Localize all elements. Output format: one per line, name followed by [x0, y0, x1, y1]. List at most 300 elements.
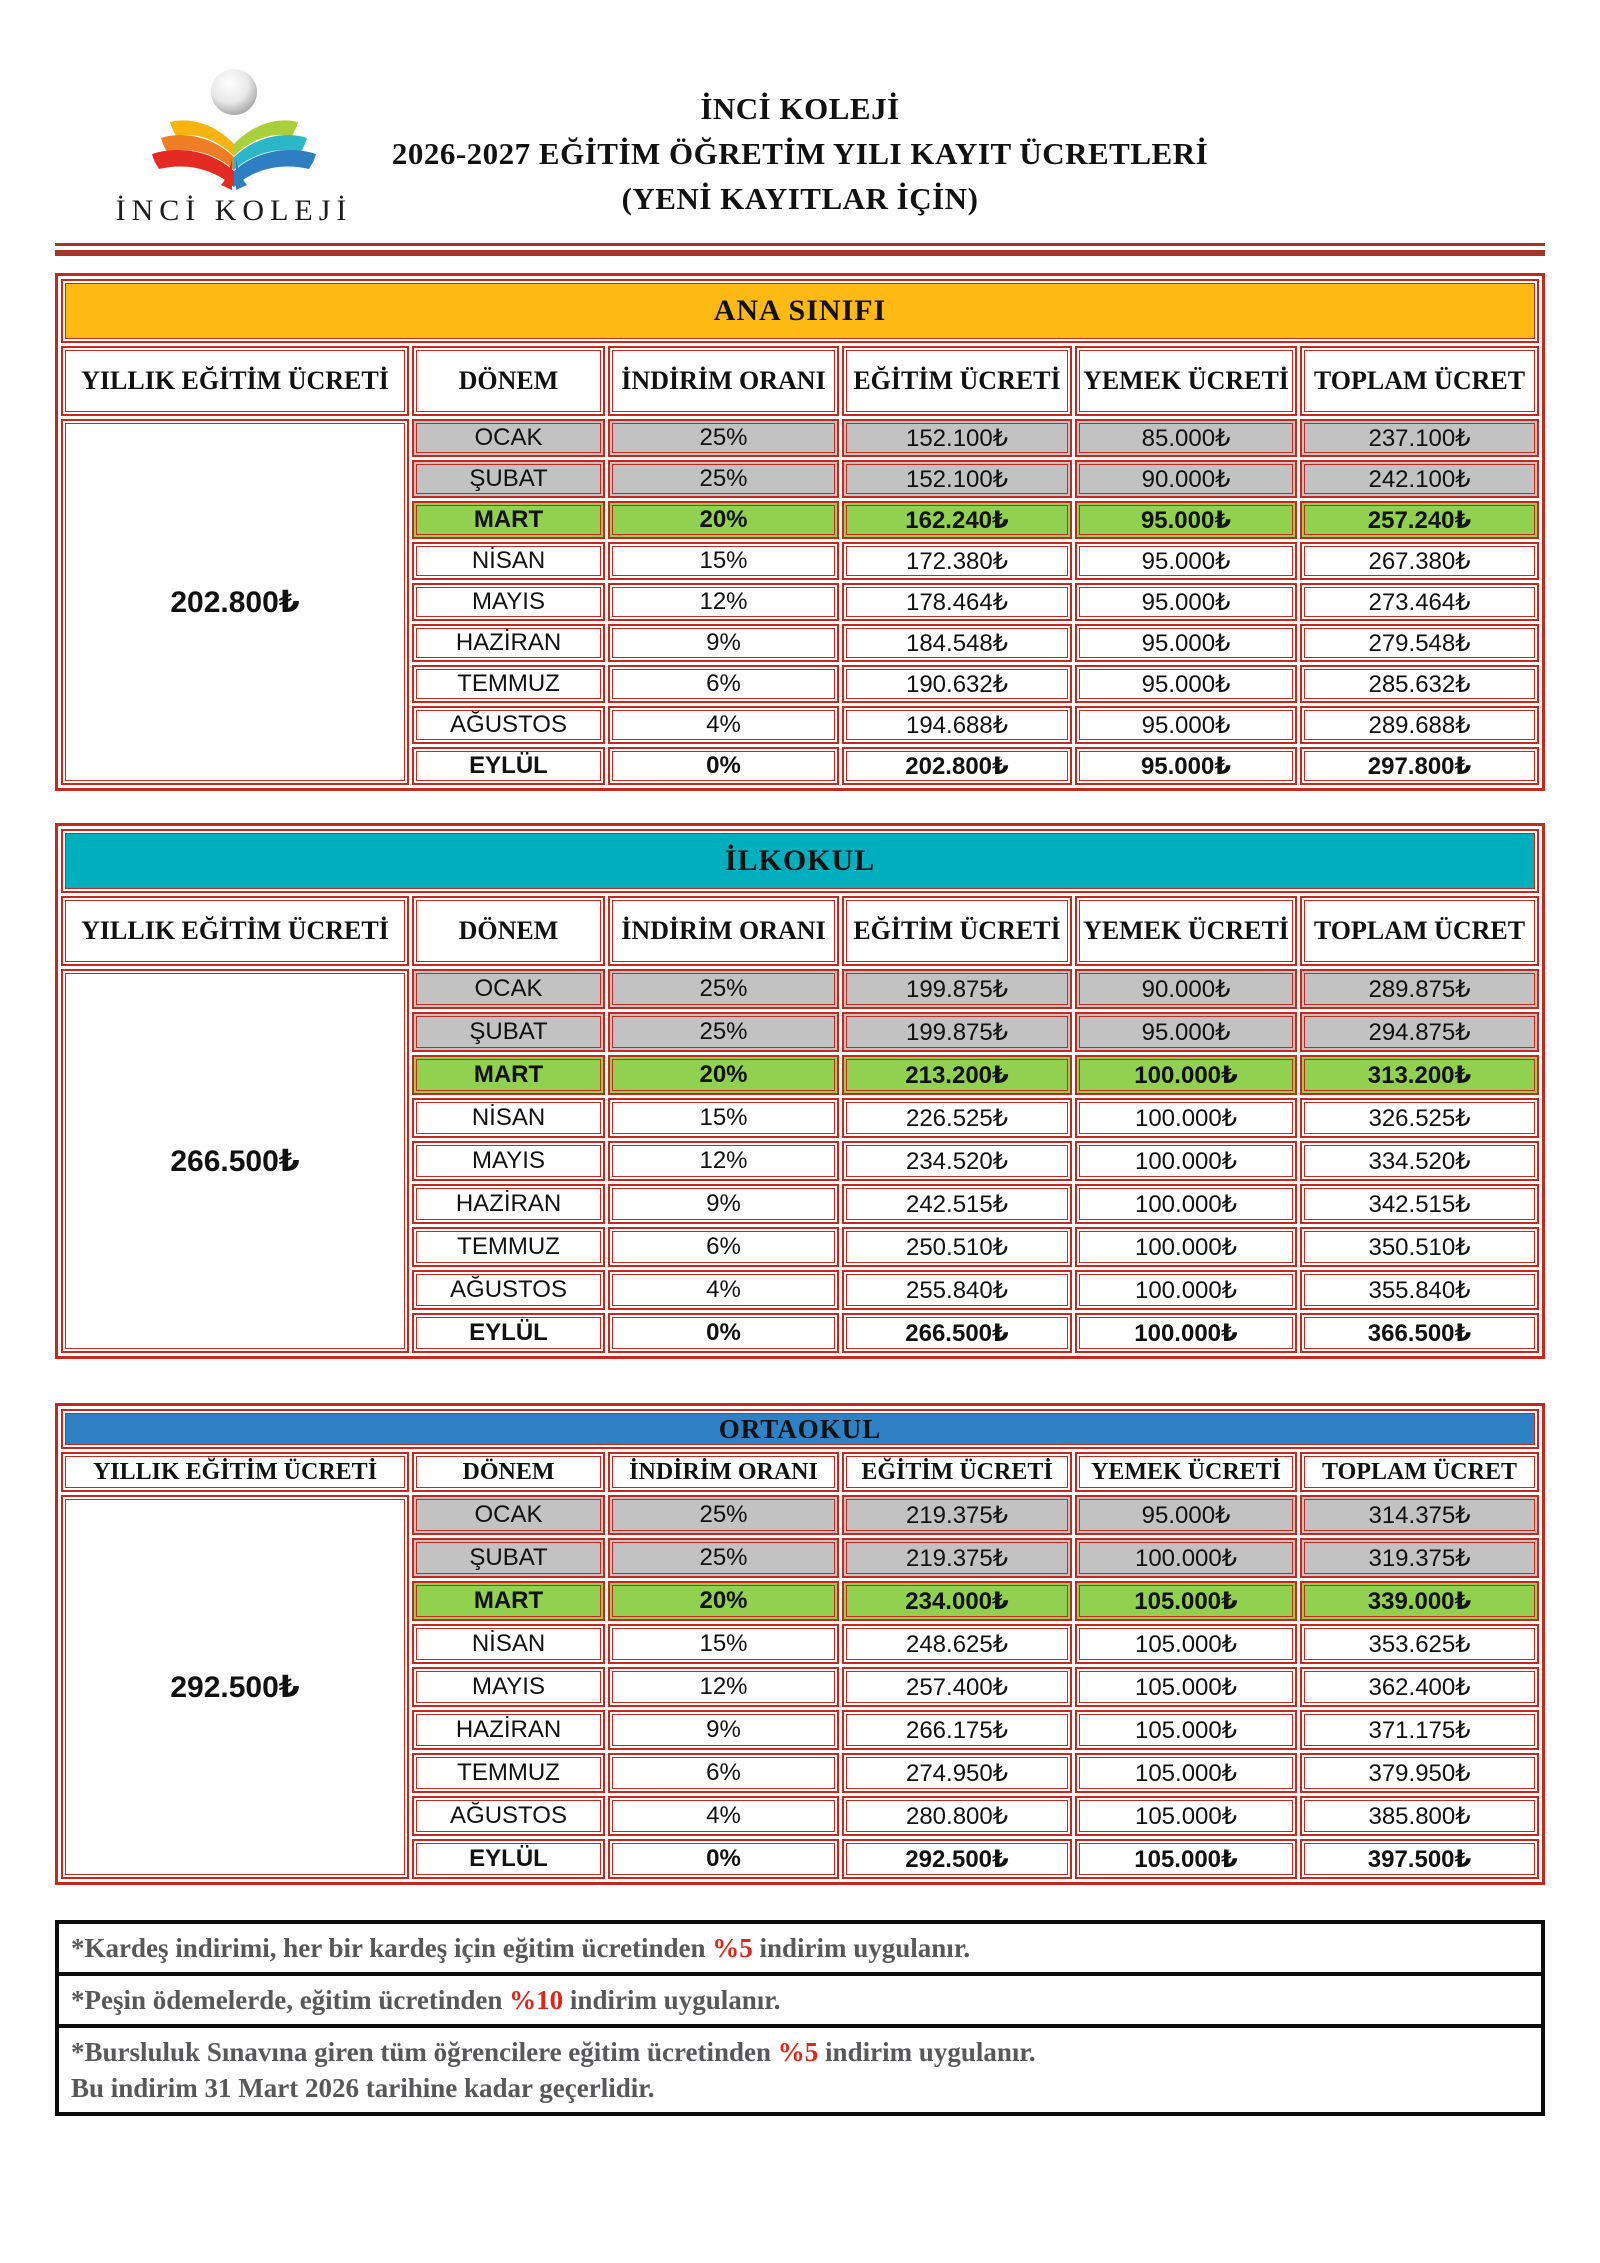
period-cell-value: TEMMUZ: [416, 1757, 601, 1789]
table-row: [412, 1624, 1539, 1664]
discount-cell: [608, 1667, 839, 1707]
discount-cell: [608, 501, 839, 539]
total-cell: [1300, 501, 1539, 539]
discount-cell: [608, 1270, 839, 1310]
discount-cell-value: 0%: [612, 1317, 835, 1349]
meal-cell-value: 100.000₺: [1079, 1542, 1293, 1574]
meal-cell: [1075, 1141, 1297, 1181]
total-cell-value: 350.510₺: [1304, 1231, 1535, 1263]
total-cell-value: 362.400₺: [1304, 1671, 1535, 1703]
discount-cell-value: 20%: [612, 1585, 835, 1617]
total-cell: [1300, 583, 1539, 621]
period-cell-value: OCAK: [416, 1499, 601, 1531]
period-cell-value: EYLÜL: [416, 751, 601, 781]
period-cell-value: MART: [416, 1059, 601, 1091]
logo-wordmark: İNCİ KOLEJİ: [115, 194, 353, 227]
column-header: [1300, 346, 1539, 416]
discount-cell-value: 9%: [612, 1714, 835, 1746]
period-cell-value: AĞUSTOS: [416, 1274, 601, 1306]
period-cell: [412, 1839, 605, 1879]
discount-cell: [608, 419, 839, 457]
period-cell: [412, 624, 605, 662]
period-cell: [412, 1667, 605, 1707]
total-cell-value: 326.525₺: [1304, 1102, 1535, 1134]
tuition-cell: [842, 1753, 1072, 1793]
tuition-cell-value: 274.950₺: [846, 1757, 1068, 1789]
meal-cell-value: 105.000₺: [1079, 1757, 1293, 1789]
meal-cell: [1075, 1538, 1297, 1578]
column-header: [842, 346, 1072, 416]
tuition-cell-value: 292.500₺: [846, 1843, 1068, 1875]
fee-table-ortaokul: [55, 1403, 1545, 1885]
period-cell-value: NİSAN: [416, 1102, 601, 1134]
tuition-cell: [842, 1710, 1072, 1750]
meal-cell-value: 95.000₺: [1079, 751, 1293, 781]
total-cell: [1300, 1313, 1539, 1353]
discount-cell: [608, 706, 839, 744]
tuition-cell: [842, 1667, 1072, 1707]
tuition-cell-value: 202.800₺: [846, 751, 1068, 781]
column-header: [842, 896, 1072, 966]
period-cell-value: OCAK: [416, 423, 601, 453]
meal-cell-value: 105.000₺: [1079, 1843, 1293, 1875]
discount-cell-value: 15%: [612, 1628, 835, 1660]
meal-cell: [1075, 624, 1297, 662]
tuition-cell: [842, 706, 1072, 744]
table-body: [61, 419, 1539, 785]
tuition-cell: [842, 583, 1072, 621]
tuition-cell-value: 234.520₺: [846, 1145, 1068, 1177]
period-cell: [412, 706, 605, 744]
total-cell: [1300, 1270, 1539, 1310]
table-row: [412, 706, 1539, 744]
meal-cell: [1075, 1227, 1297, 1267]
title-subtitle: (YENİ KAYITLAR İÇİN): [621, 181, 979, 216]
meal-cell-value: 105.000₺: [1079, 1714, 1293, 1746]
period-cell: [412, 1710, 605, 1750]
column-header: [1075, 1452, 1297, 1492]
section-title-ilkokul-value: İLKOKUL: [65, 833, 1535, 889]
table-row: [412, 1710, 1539, 1750]
period-cell: [412, 1141, 605, 1181]
tuition-cell: [842, 501, 1072, 539]
period-cell-value: HAZİRAN: [416, 628, 601, 658]
table-row: [412, 1495, 1539, 1535]
meal-cell: [1075, 1581, 1297, 1621]
period-cell: [412, 501, 605, 539]
table-row: [412, 1012, 1539, 1052]
discount-cell-value: 25%: [612, 1499, 835, 1531]
tuition-cell: [842, 1184, 1072, 1224]
tuition-cell: [842, 1270, 1072, 1310]
section-title-ana-sinifi: [61, 279, 1539, 343]
tuition-cell: [842, 665, 1072, 703]
total-cell-value: 334.520₺: [1304, 1145, 1535, 1177]
total-cell: [1300, 1538, 1539, 1578]
total-cell-value: 379.950₺: [1304, 1757, 1535, 1789]
meal-cell-value: 95.000₺: [1079, 710, 1293, 740]
column-header: [1075, 896, 1297, 966]
discount-cell-value: 25%: [612, 973, 835, 1005]
discount-cell: [608, 542, 839, 580]
discount-cell: [608, 1839, 839, 1879]
discount-cell: [608, 1313, 839, 1353]
tuition-cell-value: 213.200₺: [846, 1059, 1068, 1091]
tuition-cell-value: 152.100₺: [846, 464, 1068, 494]
table-row: [412, 1753, 1539, 1793]
period-cell: [412, 460, 605, 498]
column-header: [842, 1452, 1072, 1492]
table-row: [412, 1141, 1539, 1181]
meal-cell: [1075, 1270, 1297, 1310]
meal-cell-value: 95.000₺: [1079, 628, 1293, 658]
meal-cell-value: 100.000₺: [1079, 1317, 1293, 1349]
tuition-cell-value: 199.875₺: [846, 1016, 1068, 1048]
table-row: [412, 1839, 1539, 1879]
footnote: [59, 1972, 1541, 2024]
table-row: [412, 1313, 1539, 1353]
column-header: [608, 896, 839, 966]
total-cell: [1300, 1184, 1539, 1224]
note-text: *Kardeş indirimi, her bir kardeş için eğitim ücretinden: [71, 1933, 713, 1963]
column-header-value: DÖNEM: [416, 1456, 601, 1488]
meal-cell: [1075, 1098, 1297, 1138]
discount-cell: [608, 1227, 839, 1267]
meal-cell-value: 100.000₺: [1079, 1231, 1293, 1263]
period-cell: [412, 747, 605, 785]
column-header: [608, 346, 839, 416]
column-header-value: İNDİRİM ORANI: [612, 350, 835, 412]
footnotes-box: [55, 1920, 1545, 2116]
note-text: *Peşin ödemelerde, eğitim ücretinden: [71, 1985, 510, 2015]
column-header: [61, 1452, 409, 1492]
yearly-fee-cell-value: 202.800₺: [65, 423, 405, 781]
tuition-cell: [842, 1313, 1072, 1353]
meal-cell: [1075, 1055, 1297, 1095]
meal-cell: [1075, 1495, 1297, 1535]
meal-cell: [1075, 542, 1297, 580]
period-cell-value: HAZİRAN: [416, 1188, 601, 1220]
total-cell-value: 371.175₺: [1304, 1714, 1535, 1746]
period-cell: [412, 1055, 605, 1095]
meal-cell: [1075, 1667, 1297, 1707]
discount-cell: [608, 1495, 839, 1535]
table-row: [412, 1270, 1539, 1310]
column-header: [608, 1452, 839, 1492]
tuition-cell-value: 219.375₺: [846, 1499, 1068, 1531]
period-rows: [412, 419, 1539, 785]
tuition-cell-value: 226.525₺: [846, 1102, 1068, 1134]
column-header-value: TOPLAM ÜCRET: [1304, 900, 1535, 962]
table-row: [412, 969, 1539, 1009]
total-cell: [1300, 542, 1539, 580]
total-cell: [1300, 1012, 1539, 1052]
column-header-value: DÖNEM: [416, 350, 601, 412]
meal-cell-value: 100.000₺: [1079, 1274, 1293, 1306]
tuition-cell: [842, 1055, 1072, 1095]
discount-cell-value: 0%: [612, 751, 835, 781]
tuition-cell: [842, 1581, 1072, 1621]
meal-cell-value: 105.000₺: [1079, 1585, 1293, 1617]
period-cell: [412, 1753, 605, 1793]
discount-cell-value: 12%: [612, 1145, 835, 1177]
table-row: [412, 1098, 1539, 1138]
meal-cell: [1075, 1184, 1297, 1224]
meal-cell-value: 90.000₺: [1079, 973, 1293, 1005]
period-cell-value: MART: [416, 1585, 601, 1617]
total-cell: [1300, 1141, 1539, 1181]
total-cell: [1300, 1227, 1539, 1267]
period-cell: [412, 1098, 605, 1138]
table-row: [412, 542, 1539, 580]
tuition-cell: [842, 1839, 1072, 1879]
column-header-value: YEMEK ÜCRETİ: [1079, 1456, 1293, 1488]
tuition-cell: [842, 1141, 1072, 1181]
tuition-cell: [842, 1538, 1072, 1578]
section-title-ilkokul: [61, 829, 1539, 893]
meal-cell-value: 95.000₺: [1079, 587, 1293, 617]
meal-cell: [1075, 1012, 1297, 1052]
section-title-ortaokul: [61, 1409, 1539, 1449]
column-header: [1300, 1452, 1539, 1492]
meal-cell: [1075, 1839, 1297, 1879]
discount-cell-value: 4%: [612, 1800, 835, 1832]
discount-cell-value: 20%: [612, 1059, 835, 1091]
discount-cell: [608, 1184, 839, 1224]
discount-cell: [608, 1141, 839, 1181]
tuition-cell: [842, 1796, 1072, 1836]
total-cell-value: 353.625₺: [1304, 1628, 1535, 1660]
header-divider: [55, 243, 1545, 256]
section-title-ortaokul-value: ORTAOKUL: [65, 1413, 1535, 1445]
tuition-cell-value: 234.000₺: [846, 1585, 1068, 1617]
period-cell: [412, 419, 605, 457]
total-cell: [1300, 1839, 1539, 1879]
column-header-row: [61, 346, 1539, 416]
table-row: [412, 419, 1539, 457]
period-cell-value: ŞUBAT: [416, 1542, 601, 1574]
note-text: indirim uygulanır.: [818, 2037, 1036, 2067]
note-percentage: %5: [712, 1933, 753, 1963]
tuition-cell: [842, 1012, 1072, 1052]
discount-cell-value: 4%: [612, 1274, 835, 1306]
table-row: [412, 624, 1539, 662]
table-row: [412, 747, 1539, 785]
table-body: [61, 969, 1539, 1353]
period-rows: [412, 969, 1539, 1353]
period-cell: [412, 665, 605, 703]
tuition-cell-value: 242.515₺: [846, 1188, 1068, 1220]
discount-cell-value: 20%: [612, 505, 835, 535]
table-row: [412, 1184, 1539, 1224]
note-second-line: Bu indirim 31 Mart 2026 tarihine kadar geçerlidir.: [71, 2073, 655, 2103]
tuition-cell-value: 184.548₺: [846, 628, 1068, 658]
yearly-fee-cell-value: 292.500₺: [65, 1499, 405, 1875]
total-cell: [1300, 1624, 1539, 1664]
table-row: [412, 583, 1539, 621]
meal-cell-value: 100.000₺: [1079, 1145, 1293, 1177]
period-cell: [412, 583, 605, 621]
tuition-cell-value: 162.240₺: [846, 505, 1068, 535]
table-row: [412, 665, 1539, 703]
total-cell: [1300, 1710, 1539, 1750]
total-cell-value: 342.515₺: [1304, 1188, 1535, 1220]
total-cell-value: 366.500₺: [1304, 1317, 1535, 1349]
tuition-cell-value: 248.625₺: [846, 1628, 1068, 1660]
period-cell-value: EYLÜL: [416, 1843, 601, 1875]
tuition-cell-value: 266.500₺: [846, 1317, 1068, 1349]
column-header: [412, 896, 605, 966]
discount-cell: [608, 1581, 839, 1621]
meal-cell: [1075, 747, 1297, 785]
period-cell: [412, 1270, 605, 1310]
period-cell-value: TEMMUZ: [416, 669, 601, 699]
period-cell-value: OCAK: [416, 973, 601, 1005]
meal-cell: [1075, 665, 1297, 703]
total-cell: [1300, 460, 1539, 498]
period-cell-value: AĞUSTOS: [416, 1800, 601, 1832]
column-header: [61, 346, 409, 416]
tuition-cell-value: 172.380₺: [846, 546, 1068, 576]
table-row: [412, 1667, 1539, 1707]
total-cell-value: 297.800₺: [1304, 751, 1535, 781]
total-cell-value: 289.875₺: [1304, 973, 1535, 1005]
discount-cell: [608, 624, 839, 662]
meal-cell-value: 95.000₺: [1079, 1499, 1293, 1531]
title-year-line: 2026-2027 EĞİTİM ÖĞRETİM YILI KAYIT ÜCRETLERİ: [391, 136, 1209, 171]
meal-cell: [1075, 501, 1297, 539]
period-cell-value: ŞUBAT: [416, 1016, 601, 1048]
total-cell: [1300, 1667, 1539, 1707]
total-cell: [1300, 1796, 1539, 1836]
column-header: [412, 346, 605, 416]
meal-cell-value: 100.000₺: [1079, 1188, 1293, 1220]
total-cell: [1300, 1055, 1539, 1095]
discount-cell: [608, 1538, 839, 1578]
note-text: indirim uygulanır.: [752, 1933, 971, 1963]
period-cell: [412, 1581, 605, 1621]
meal-cell-value: 95.000₺: [1079, 1016, 1293, 1048]
discount-cell: [608, 1055, 839, 1095]
column-header-value: DÖNEM: [416, 900, 601, 962]
total-cell: [1300, 624, 1539, 662]
meal-cell: [1075, 969, 1297, 1009]
column-header-value: EĞİTİM ÜCRETİ: [846, 350, 1068, 412]
column-header-value: EĞİTİM ÜCRETİ: [846, 900, 1068, 962]
period-cell: [412, 1624, 605, 1664]
discount-cell-value: 4%: [612, 710, 835, 740]
meal-cell: [1075, 1710, 1297, 1750]
column-header-value: TOPLAM ÜCRET: [1304, 1456, 1535, 1488]
discount-cell-value: 25%: [612, 464, 835, 494]
discount-cell: [608, 1796, 839, 1836]
period-cell-value: NİSAN: [416, 1628, 601, 1660]
tuition-cell: [842, 1624, 1072, 1664]
total-cell: [1300, 1753, 1539, 1793]
period-cell: [412, 1538, 605, 1578]
tuition-cell: [842, 747, 1072, 785]
table-row: [412, 1227, 1539, 1267]
column-header-value: İNDİRİM ORANI: [612, 900, 835, 962]
discount-cell: [608, 1710, 839, 1750]
tuition-cell: [842, 542, 1072, 580]
document-title-block: [0, 86, 1600, 221]
tuition-cell: [842, 460, 1072, 498]
total-cell-value: 397.500₺: [1304, 1843, 1535, 1875]
meal-cell-value: 105.000₺: [1079, 1800, 1293, 1832]
note-percentage: %5: [777, 2037, 819, 2067]
yearly-fee-cell-value: 266.500₺: [65, 973, 405, 1349]
column-header-value: TOPLAM ÜCRET: [1304, 350, 1535, 412]
meal-cell-value: 105.000₺: [1079, 1671, 1293, 1703]
discount-cell-value: 25%: [612, 423, 835, 453]
table-row: [412, 460, 1539, 498]
tuition-cell-value: 194.688₺: [846, 710, 1068, 740]
period-rows: [412, 1495, 1539, 1879]
total-cell: [1300, 419, 1539, 457]
column-header-value: YILLIK EĞİTİM ÜCRETİ: [65, 900, 405, 962]
period-cell-value: MAYIS: [416, 1145, 601, 1177]
table-body: [61, 1495, 1539, 1879]
discount-cell-value: 25%: [612, 1016, 835, 1048]
meal-cell: [1075, 1624, 1297, 1664]
total-cell-value: 257.240₺: [1304, 505, 1535, 535]
period-cell-value: ŞUBAT: [416, 464, 601, 494]
column-header-row: [61, 896, 1539, 966]
column-header: [61, 896, 409, 966]
discount-cell: [608, 665, 839, 703]
yearly-fee-cell: [61, 419, 409, 785]
meal-cell-value: 95.000₺: [1079, 505, 1293, 535]
column-header: [1300, 896, 1539, 966]
meal-cell-value: 90.000₺: [1079, 464, 1293, 494]
tuition-cell: [842, 419, 1072, 457]
total-cell: [1300, 665, 1539, 703]
total-cell-value: 319.375₺: [1304, 1542, 1535, 1574]
total-cell: [1300, 1581, 1539, 1621]
tuition-cell-value: 280.800₺: [846, 1800, 1068, 1832]
section-title-ana-sinifi-value: ANA SINIFI: [65, 283, 1535, 339]
tuition-cell: [842, 969, 1072, 1009]
period-cell-value: MART: [416, 505, 601, 535]
yearly-fee-cell: [61, 969, 409, 1353]
title-school-name: İNCİ KOLEJİ: [700, 91, 900, 126]
period-cell: [412, 969, 605, 1009]
period-cell-value: AĞUSTOS: [416, 710, 601, 740]
discount-cell-value: 6%: [612, 1757, 835, 1789]
tuition-cell-value: 255.840₺: [846, 1274, 1068, 1306]
discount-cell: [608, 1624, 839, 1664]
total-cell-value: 273.464₺: [1304, 587, 1535, 617]
period-cell-value: EYLÜL: [416, 1317, 601, 1349]
yearly-fee-cell: [61, 1495, 409, 1879]
period-cell: [412, 1012, 605, 1052]
column-header-value: YILLIK EĞİTİM ÜCRETİ: [65, 1456, 405, 1488]
meal-cell-value: 95.000₺: [1079, 669, 1293, 699]
discount-cell-value: 12%: [612, 1671, 835, 1703]
total-cell-value: 314.375₺: [1304, 1499, 1535, 1531]
column-header-value: EĞİTİM ÜCRETİ: [846, 1456, 1068, 1488]
discount-cell: [608, 1012, 839, 1052]
table-row: [412, 1796, 1539, 1836]
meal-cell: [1075, 1753, 1297, 1793]
meal-cell: [1075, 706, 1297, 744]
meal-cell-value: 95.000₺: [1079, 546, 1293, 576]
discount-cell-value: 15%: [612, 1102, 835, 1134]
table-row: [412, 1055, 1539, 1095]
discount-cell: [608, 1753, 839, 1793]
period-cell: [412, 1184, 605, 1224]
